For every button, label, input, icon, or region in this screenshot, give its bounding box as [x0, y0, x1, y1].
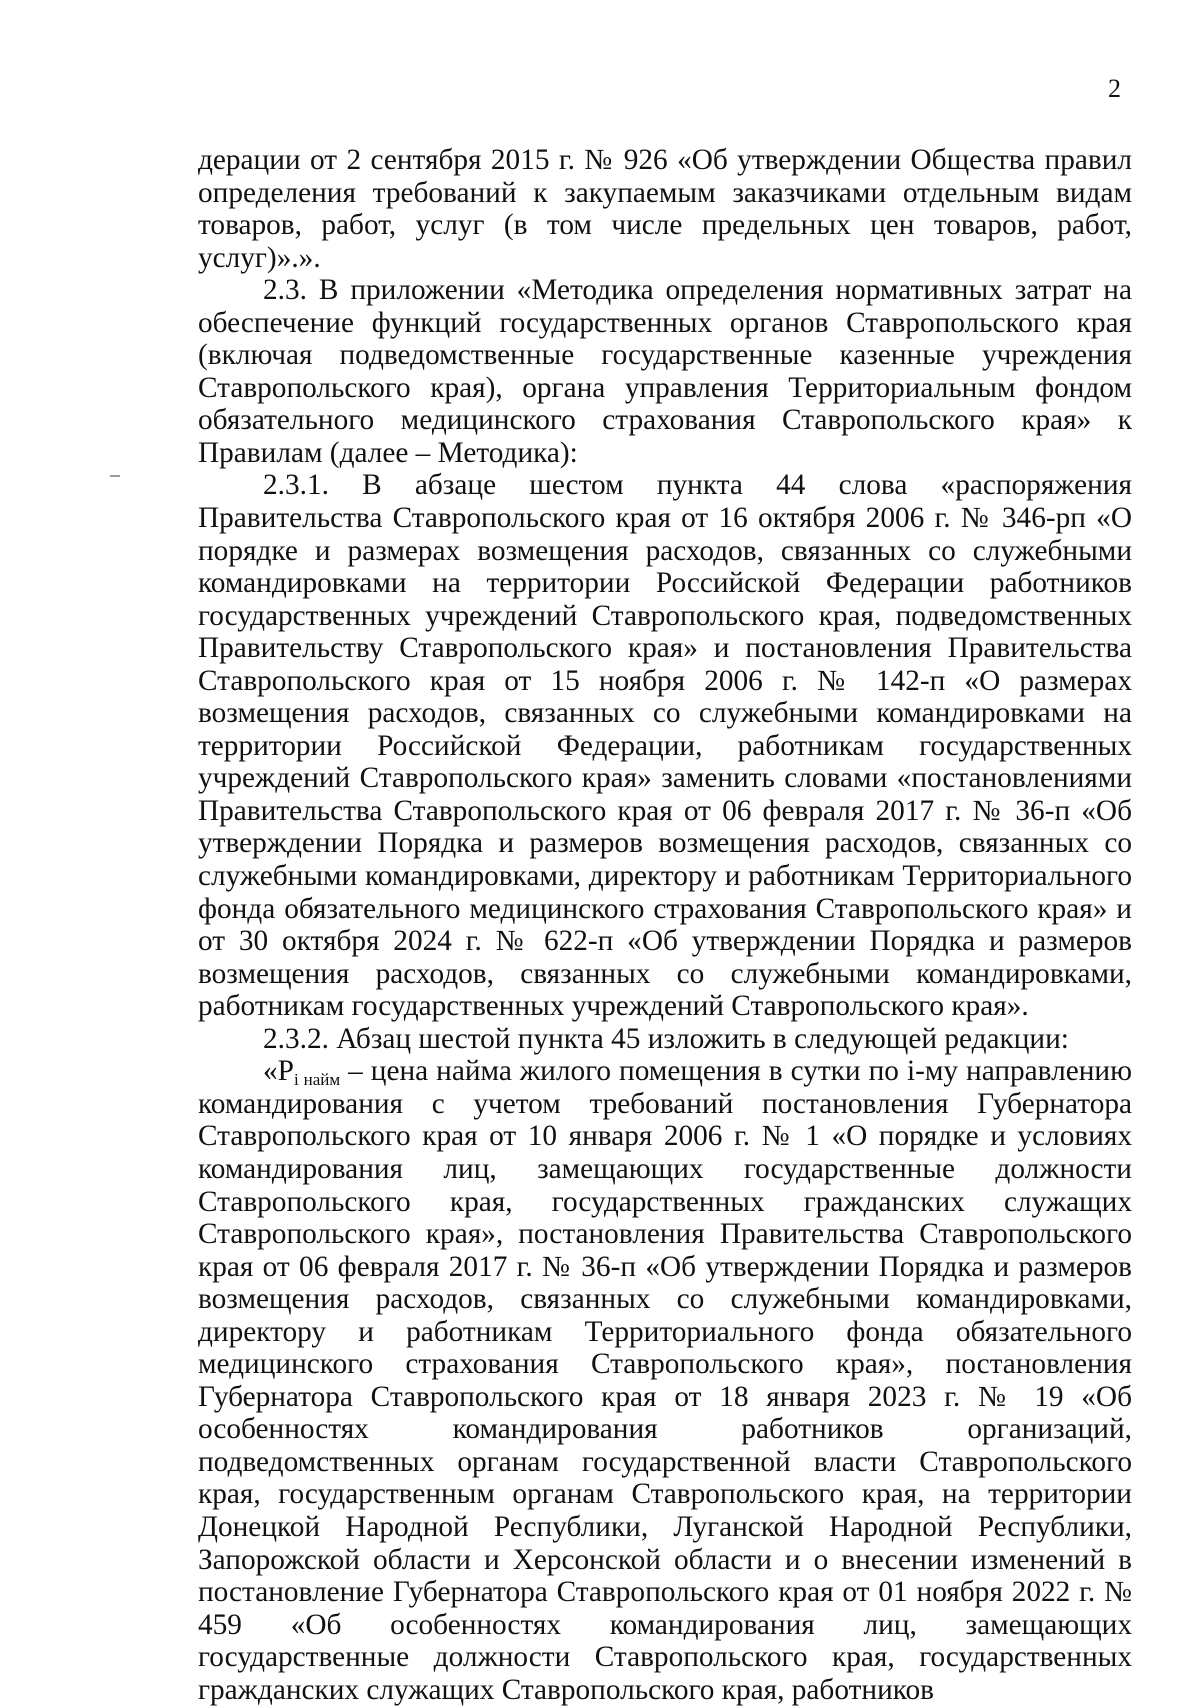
paragraph-2-3-1: 2.3.1. В абзаце шестом пункта 44 слова «распоряжения Правительства Ставропольского края от 16 октября 2006 г. № 346-рп «О порядке и размерах возмещения расходов, связанных со служебными командировками на территории Российской Федерации работников государственных учреждений Ставропольского края, подведомственных Правительству Ставропольского края» и постановления Правительства Ставропольского края от 15 ноября 2006 г. № 142-п «О размерах возмещения расходов, связанных со служебными командировками на территории Российской Федерации, работникам государственных учреждений Ставропольского края» заменить словами «постановлениями Правительства Ставропольского края от 06 февраля 2017 г. № 36-п «Об утверждении Порядка и размеров возмещения расходов, связанных со служебными командировками, директору и работникам Территориального фонда обязательного медицинского страхования Ставропольского края» и от 30 октября 2024 г. № 622-п «Об утверждении Порядка и размеров возмещения расходов, связанных со служебными командировками, работникам государственных учреждений Ставропольского края».	[198, 469, 1132, 1023]
price-definition-text: – цена найма жилого помещения в сутки по i-му направлению командирования с учетом требований постановления Губернатора Ставропольского края от 10 января 2006 г. № 1 «О порядке и условиях командирования лиц, замещающих государственные должности Ставропольского края, государственных гражданских служащих Ставропольского края», постановления Правительства Ставропольского края от 06 февраля 2017 г. № 36-п «Об утверждении Порядка и размеров возмещения расходов, связанных со служебными командировками, директору и работникам Территориального фонда обязательного медицинского страхования Ставропольского края», постановления Губернатора Ставропольского края от 18 января 2023 г. № 19 «Об особенностях командирования работников организаций, подведомственных органам государственной власти Ставропольского края, государственным органам Ставропольского края, на территории Донецкой Народной Республики, Луганской Народной Республики, Запорожской области и Херсонской области и о внесении изменений в постановление Губернатора Ставропольского края от 01 ноября 2022 г. № 459 «Об особенностях командирования лиц, замещающих государственные должности Ставропольского края, государственных гражданских служащих Ставропольского края, работников	[198, 1055, 1132, 1706]
open-quote: «	[263, 1055, 278, 1088]
scan-artifact-mark	[110, 475, 120, 477]
paragraph-price-definition	[198, 1055, 1132, 1706]
paragraph-2-3-2: 2.3.2. Абзац шестой пункта 45 изложить в следующей редакции:	[263, 1022, 1069, 1055]
page-number: 2	[1108, 74, 1121, 103]
price-subscript: i найм	[293, 1070, 341, 1090]
paragraph-2-3: 2.3. В приложении «Методика определения нормативных затрат на обеспечение функций государственных органов Ставропольского края (включая подведомственные государственные казенные учреждения Ставропольского края), органа управления Территориальным фондом обязательного медицинского страхования Ставропольского края» к Правилам (далее – Методика):	[198, 274, 1132, 469]
paragraph-continuation: дерации от 2 сентября 2015 г. № 926 «Об утверждении Общества правил определения требований к закупаемым заказчиками отдельным видам товаров, работ, услуг (в том числе предельных цен товаров, работ, услуг)».».	[198, 144, 1132, 274]
document-body	[198, 144, 1132, 1706]
price-symbol: P	[277, 1055, 294, 1088]
